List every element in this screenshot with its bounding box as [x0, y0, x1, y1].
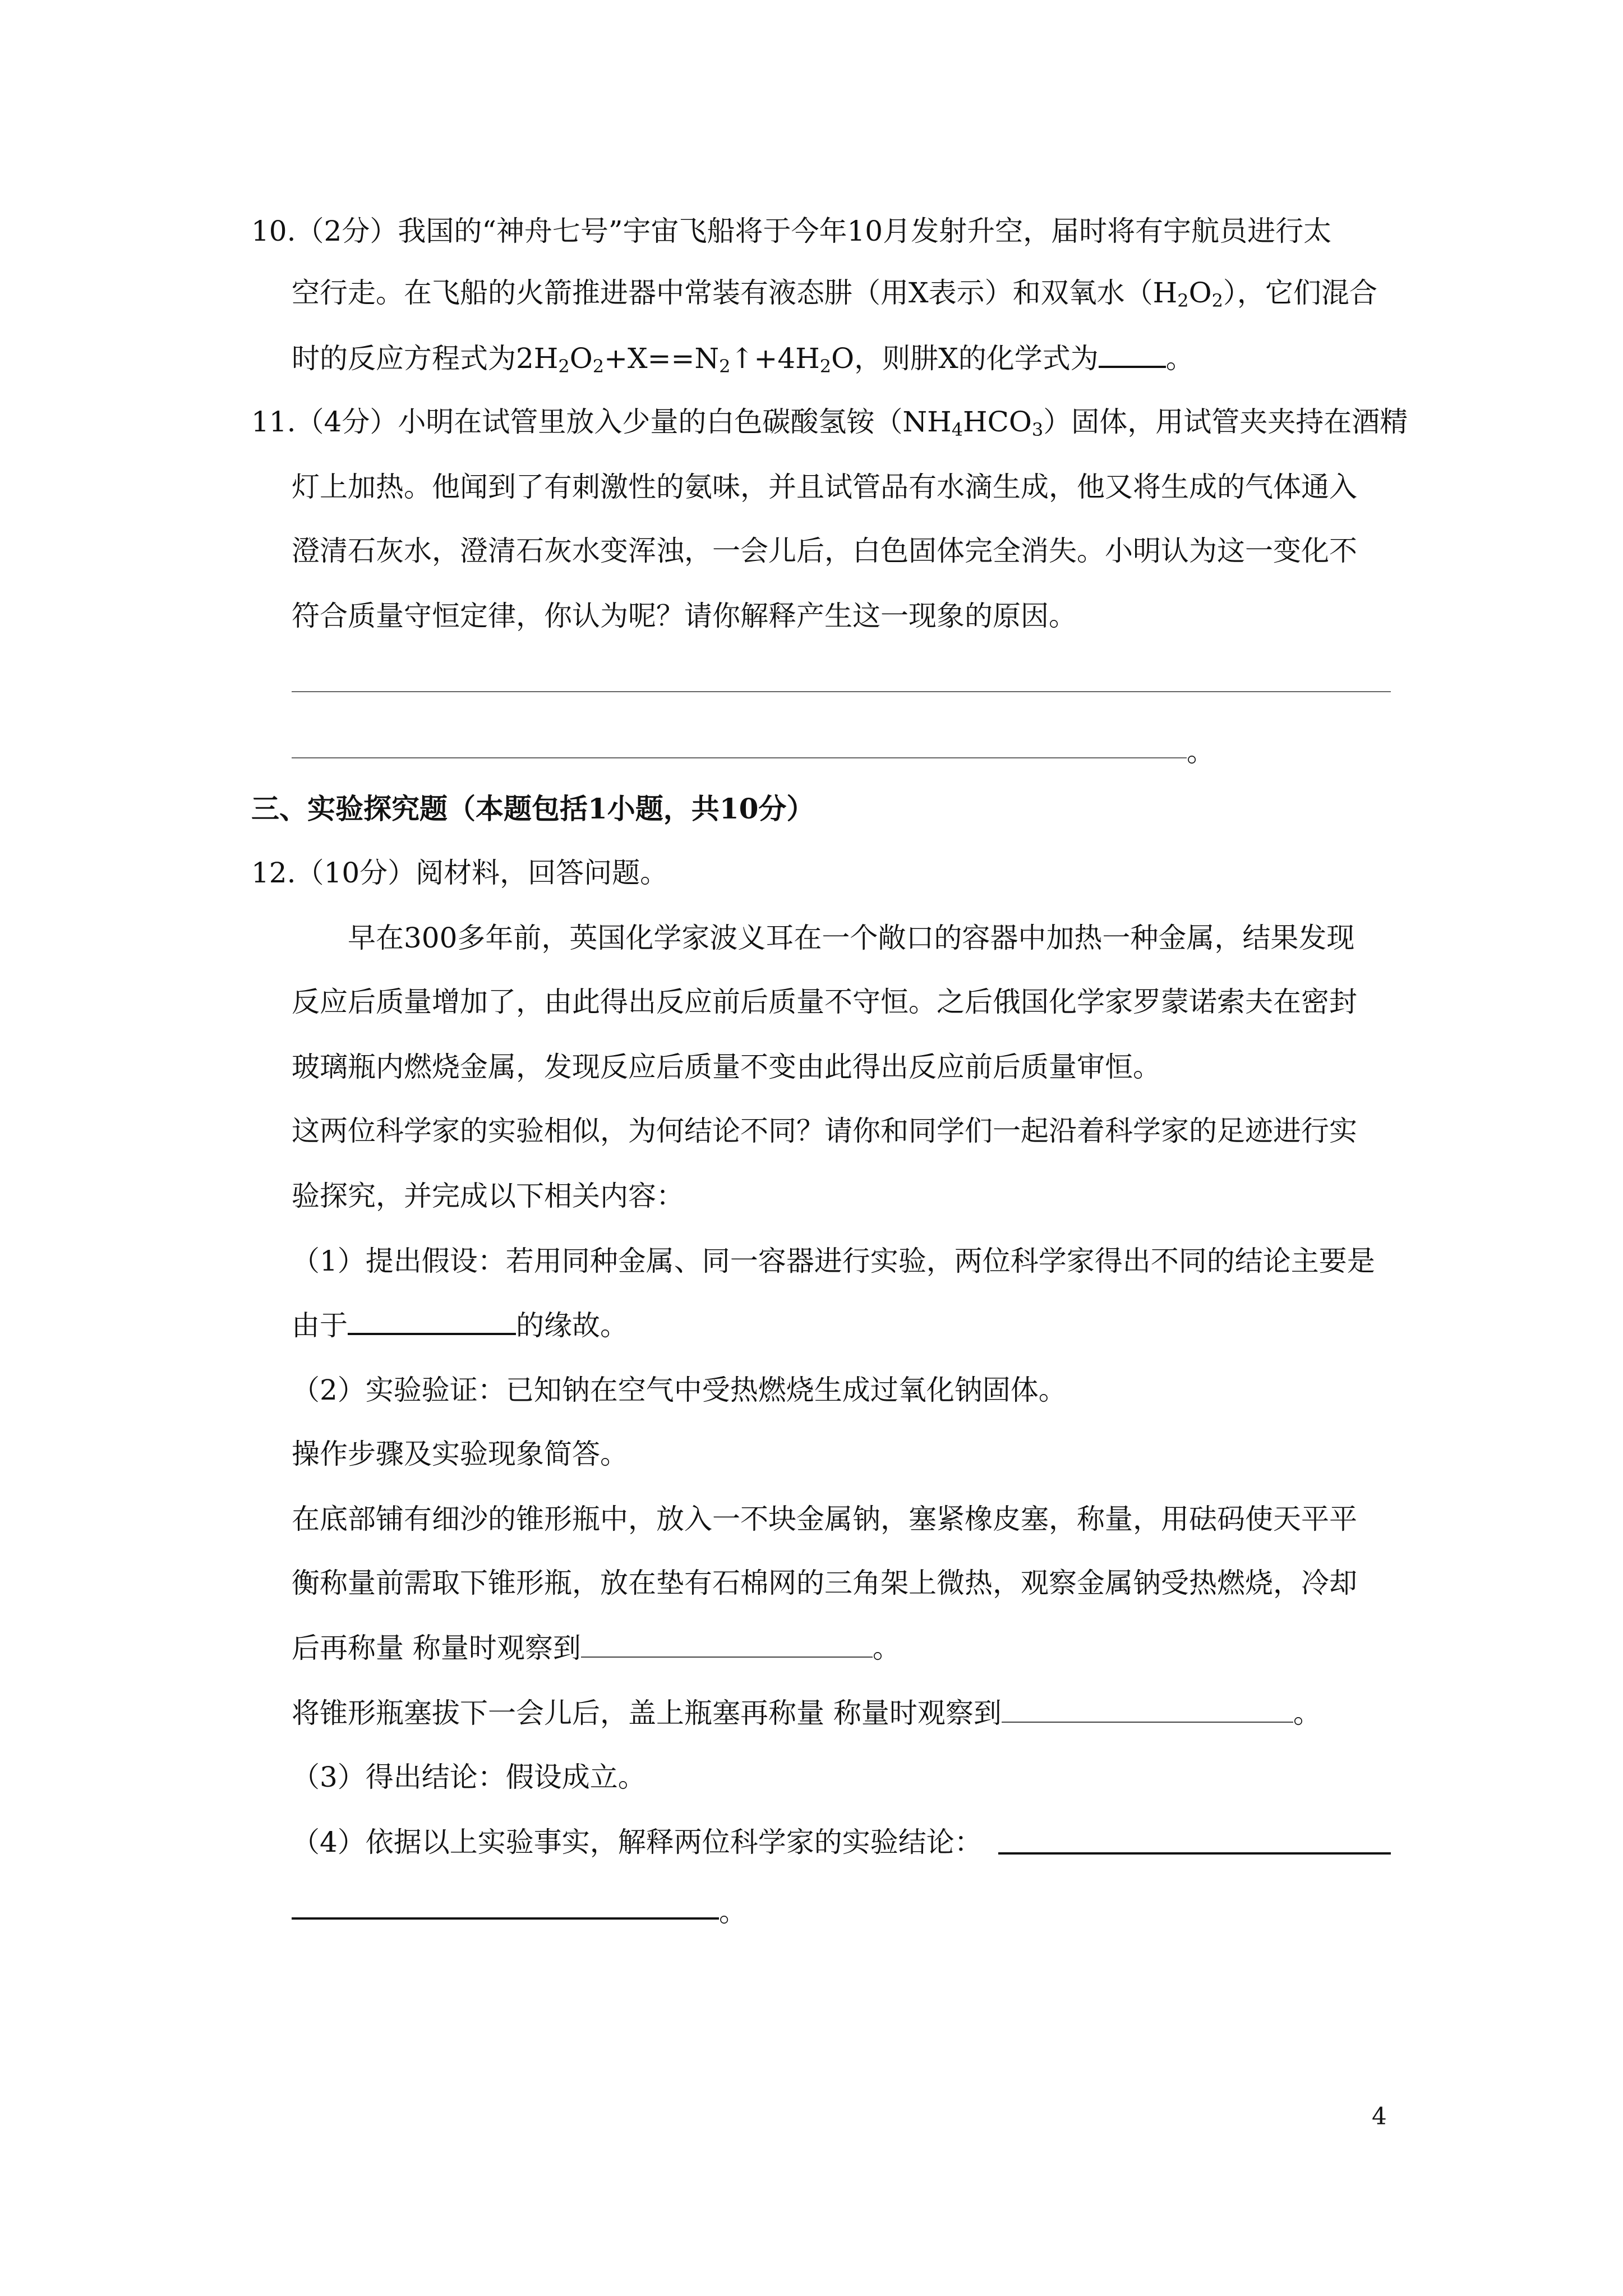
q12-part-4-blank-2[interactable]: [292, 1917, 719, 1920]
q10-answer-blank[interactable]: [1099, 341, 1166, 368]
q11-line-1: 11.（4分）小明在试管里放入少量的白色碳酸氢铵$(NH_4HCO_3)$固体，用试管夹夹持在酒精: [251, 406, 1408, 440]
q12-para-line-1: 早在300多年前，英国化学家波义耳在一个敞口的容器中加热一种金属，结果发现: [348, 922, 1355, 954]
q12-part-4-line-1: （4）依据以上实验事实，解释两位科学家的实验结论：: [292, 1826, 983, 1858]
q11-line-3: 澄清石灰水，澄清石灰水变浑浊，一会儿后，白色固体完全消失。小明认为这一变化不: [292, 535, 1357, 567]
q12-part-2-line-2: 操作步骤及实验现象简答。: [292, 1438, 628, 1470]
q11-line-2: 灯上加热。他闻到了有刺激性的氨味，并且试管品有水滴生成，他又将生成的气体通入: [292, 471, 1357, 503]
q12-para-line-3: 玻璃瓶内燃烧金属，发现反应后质量不变由此得出反应前后质量审恒。: [292, 1051, 1161, 1083]
q12-part-4-blank-1[interactable]: [998, 1852, 1391, 1855]
q12-part-2-line-3: 在底部铺有细沙的锥形瓶中，放入一不块金属钠，塞紧橡皮塞，称量，用砝码使天平平: [292, 1503, 1357, 1535]
section-3-heading: 三、实验探究题（本题包括1小题，共10分）: [251, 792, 815, 825]
page-number: 4: [1372, 2102, 1387, 2130]
q12-part-1-blank[interactable]: [348, 1308, 516, 1335]
q12-part-1-line-1: （1）提出假设：若用同种金属、同一容器进行实验，两位科学家得出不同的结论主要是: [292, 1245, 1375, 1277]
q10-line-2: 空行走。在飞船的火箭推进器中常装有液态肼（用X表示）和双氧水$(H_2O_2)$，它们混合: [292, 277, 1377, 311]
q11-answer-end: 。: [1187, 735, 1215, 768]
q12-para-line-2: 反应后质量增加了，由此得出反应前后质量不守恒。之后俄国化学家罗蒙诺索夫在密封: [292, 986, 1357, 1018]
q12-part-4-end: 。: [719, 1895, 747, 1928]
q11-answer-line-1[interactable]: [292, 691, 1391, 692]
q12-observation-blank-2[interactable]: [1002, 1697, 1293, 1723]
q12-part-2-line-5: 后再称量 称量时观察到 。: [292, 1632, 901, 1664]
q11-line-4: 符合质量守恒定律，你认为呢？请你解释产生这一现象的原因。: [292, 600, 1077, 632]
q12-part-2-line-4: 衡称量前需取下锥形瓶，放在垫有石棉网的三角架上微热，观察金属钠受热燃烧，冷却: [292, 1567, 1357, 1599]
q12-part-2-line-6: 将锥形瓶塞拔下一会儿后，盖上瓶塞再称量 称量时观察到 。: [292, 1697, 1321, 1729]
q12-line-1: 12.（10分）阅材料，回答问题。: [251, 857, 668, 889]
q10-line-3: 时的反应方程式为$2H_2O_2+X==N_2↑+4H_2O$，则肼X的化学式为 。: [292, 342, 1194, 377]
q11-answer-line-2[interactable]: [292, 757, 1187, 758]
q12-para-line-4: 这两位科学家的实验相似，为何结论不同？请你和同学们一起沿着科学家的足迹进行实: [292, 1115, 1357, 1147]
q12-para-line-5: 验探究，并完成以下相关内容：: [292, 1180, 684, 1212]
q10-line-1: 10.（2分）我国的“神舟七号”宇宙飞船将于今年10月发射升空，届时将有宇航员进行太: [251, 215, 1332, 247]
q12-observation-blank-1[interactable]: [581, 1632, 873, 1658]
q12-part-2-line-1: （2）实验验证：已知钠在空气中受热燃烧生成过氧化钠固体。: [292, 1374, 1067, 1406]
q12-part-1-line-2: 由于 的缘故。: [292, 1309, 628, 1342]
q12-part-3: （3）得出结论：假设成立。: [292, 1761, 646, 1793]
